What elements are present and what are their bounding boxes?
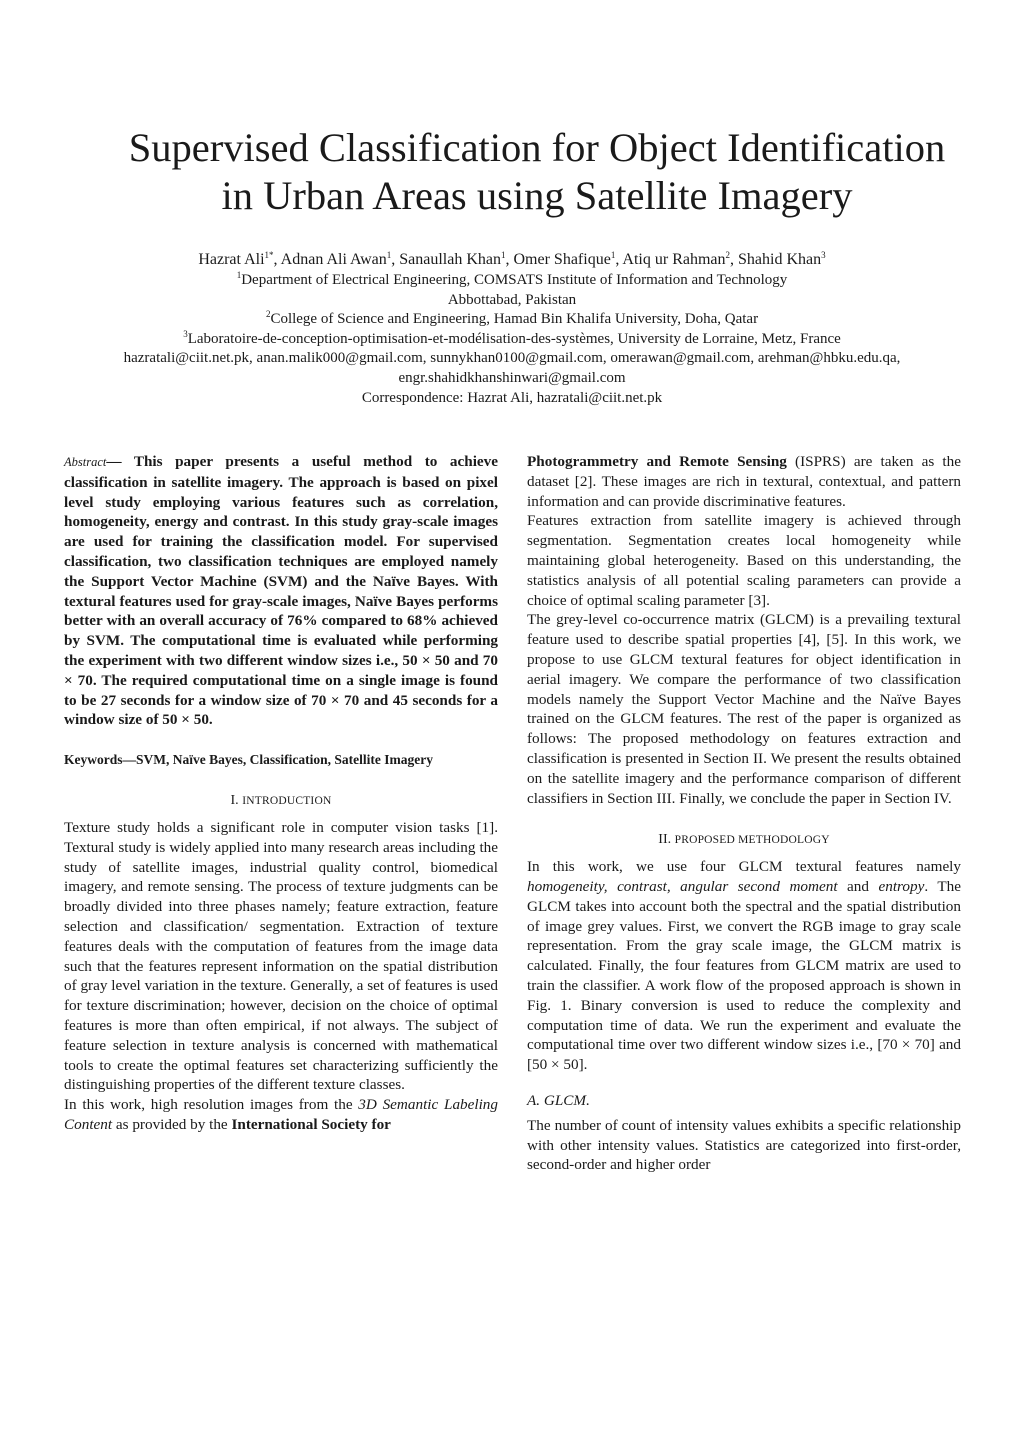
author-affil-sup: 1 (501, 250, 506, 260)
author-name: Hazrat Ali (198, 251, 265, 268)
organization-name: International Society for (231, 1115, 391, 1133)
author-name: , Atiq ur Rahman (615, 251, 726, 268)
paper-title (60, 124, 1014, 220)
affil-sup: 3 (183, 328, 188, 339)
author-name: , Sanaullah Khan (391, 251, 501, 268)
title-line-2: in Urban Areas using Satellite Imagery (221, 173, 853, 218)
author-name: , Shahid Khan (730, 251, 822, 268)
text-span: homogeneity, contrast, angular second moment (527, 877, 838, 895)
intro-paragraph-3: Features extraction from satellite imagery is achieved through segmentation. Segmentation creates local homogeneity while maintaining global heterogeneity. Based on this understanding, the statistics analysis of all potential scaling parameters can provide a choice of optimal scaling parameter [3]. (527, 512, 961, 609)
front-matter (30, 249, 994, 408)
title-line-1: Supervised Classification for Object Identification (128, 125, 946, 170)
section-number: I. (230, 793, 243, 809)
abstract-text: This paper presents a useful method to achieve classification in satellite imagery. The approach is based on pixel level study employing various features such as correlation, homogeneity, energy and contrast. In this study gray-scale images are used for training the classification model. For supervised classification, two classification techniques are employed namely the Support Vector Machine (SVM) and the Naïve Bayes. With textural features used for gray-scale images, Naïve Bayes performs better with an overall accuracy of 76% compared to 68% achieved by SVM. The computational time is evaluated while performing the experiment with two different window sizes i.e., 50 × 50 and 70 × 70. The required computational time on a single image is found to be 27 seconds for a window size of 70 × 70 and 45 seconds for a window size of 50 × 50. (64, 453, 498, 729)
emails-line-2: engr.shahidkhanshinwari@gmail.com (398, 369, 626, 386)
intro-paragraph-4: The grey-level co-occurrence matrix (GLCM) is a prevailing textural feature used to describe spatial properties [4], [5]. In this work, we propose to use GLCM textural features for object identification in aerial imagery. We compare the performance of two classification models namely the Support Vector Machine and the Naïve Bayes trained on the GLCM features. The rest of the paper is organized as follows: The proposed methodology on features extraction and classification is presented in Section II. We present the results obtained on the satellite imagery and the performance comparison of different classifiers in Section III. Finally, we conclude the paper in Section IV. (527, 611, 961, 807)
text-span: In this work, high resolution images from the (64, 1096, 359, 1114)
intro-paragraph-2-start (64, 1095, 498, 1135)
abstract-dash: — (106, 453, 134, 470)
author-affil-sup: 1* (264, 250, 274, 260)
methodology-paragraph-1 (527, 857, 961, 1075)
section-title: INTRODUCTION (242, 795, 332, 808)
affil-text: Department of Electrical Engineering, COMSATS Institute of Information and Technology (241, 272, 788, 288)
affil-text: Laboratoire-de-conception-optimisation-et-modélisation-des-systèmes, University de Lorraine, Metz, France (187, 330, 841, 347)
intro-paragraph-1: Texture study holds a significant role in computer vision tasks [1]. Textural study is widely applied into many research areas including the study of satellite images, industrial quality control, biomedical imagery, and remote sensing. The process of texture judgments can be broadly divided into three phases namely; feature extraction, feature selection and classification/ segmentation. Extraction of texture features deals with the computation of features from the image data such that the features represent information on the spatial distribution of gray level variation in the texture. Generally, a set of features is used for texture discrimination; however, decision on the choice of optimal features is more than often empirical, if not always. The subject of feature selection in texture analysis is concerned with mathematical tools to create the optimal features set characterizing sufficiently the distinguishing properties of the different texture classes. (64, 818, 498, 1094)
affil-text: College of Science and Engineering, Hamad Bin Khalifa University, Doha, Qatar (270, 311, 759, 328)
affil-sup: 1 (236, 270, 242, 280)
author-affil-sup: 3 (821, 250, 826, 260)
abstract-label: Abstract (64, 455, 107, 469)
author-list (30, 249, 994, 271)
keywords: Keywords—SVM, Naïve Bayes, Classification, Satellite Imagery (64, 752, 433, 768)
emails-line-1: hazratali@ciit.net.pk, anan.malik000@gmail.com, sunnykhan0100@gmail.com, omerawan@gmail.com, arehman@hbku.edu.qa, (123, 350, 901, 367)
affil-sup: 2 (265, 309, 271, 320)
author-affil-sup: 1 (386, 250, 392, 260)
subsection-heading-glcm: A. GLCM. (527, 1091, 590, 1109)
affiliation-1 (30, 271, 994, 291)
text-span: as provided by the (112, 1115, 232, 1133)
left-column (64, 452, 498, 1135)
section-title: PROPOSED METHODOLOGY (674, 834, 830, 847)
section-heading-methodology (527, 830, 961, 851)
intro-paragraph-2-continued (527, 452, 961, 511)
text-span: and (837, 877, 879, 895)
author-affil-sup: 2 (725, 250, 731, 260)
affiliation-3 (30, 330, 994, 350)
abstract (64, 452, 498, 730)
author-affil-sup: 1 (610, 250, 616, 260)
organization-name-continued: Photogrammetry and Remote Sensing (527, 453, 787, 470)
text-span: . The GLCM takes into account both the spectral and the spatial distribution of image grey values. First, we convert the RGB image to gray scale representation. From the gray scale image, the GLCM matrix is calculated. Finally, the four features from GLCM matrix are used to train the classifier. A work flow of the proposed approach is shown in Fig. 1. Binary conversion is used to reduce the complexity and computation time of data. We run the experiment and evaluate the computational time over two different window sizes i.e., [70 × 70] and [50 × 50]. (527, 877, 961, 1074)
author-name: , Adnan Ali Awan (273, 251, 387, 268)
author-name: , Omer Shafique (505, 251, 611, 268)
dataset-name: 3D Semantic Labeling Content (64, 1096, 498, 1133)
section-heading-introduction (64, 791, 498, 812)
correspondence: Correspondence: Hazrat Ali, hazratali@ciit.net.pk (361, 389, 663, 406)
text-span: entropy (878, 877, 925, 895)
affiliation-2 (30, 310, 994, 330)
text-span: In this work, we use four GLCM textural features namely (527, 858, 961, 876)
glcm-paragraph-1: The number of count of intensity values exhibits a specific relationship with other intensity values. Statistics are categorized into first-order, second-order and higher order (527, 1116, 961, 1174)
section-number: II. (658, 832, 675, 848)
text-span: (ISPRS) are taken as the dataset [2]. These images are rich in textural, contextual, and pattern information and can provide discriminative features. (527, 453, 961, 510)
affiliation-1-city: Abbottabad, Pakistan (447, 291, 577, 308)
right-column (527, 452, 961, 1175)
